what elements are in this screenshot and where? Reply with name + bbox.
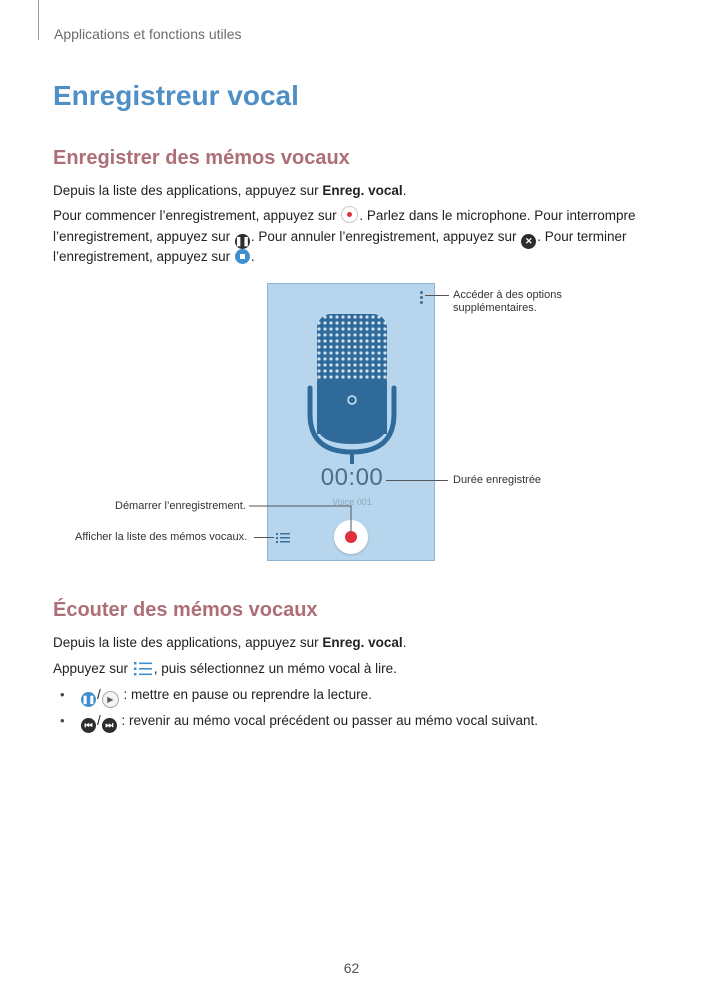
next-icon: ⏭	[102, 718, 117, 733]
text: . Parlez dans le microphone. Pour interrompre	[359, 208, 636, 223]
running-header: Applications et fonctions utiles	[54, 26, 242, 42]
app-name: Enreg. vocal	[322, 635, 403, 650]
bullet-dot: •	[60, 687, 65, 702]
text: l’enregistrement, appuyez sur	[53, 249, 234, 264]
paragraph-open-app-2	[53, 632, 406, 653]
cancel-icon: ✕	[521, 234, 536, 249]
list-icon	[133, 661, 153, 677]
callout-line	[254, 537, 274, 538]
section-heading-record: Enregistrer des mémos vocaux	[53, 147, 350, 169]
bullet-prev-next	[80, 710, 538, 733]
margin-rule	[38, 0, 39, 40]
separator: /	[97, 687, 101, 702]
paragraph-record-line1	[53, 205, 636, 226]
bullet-dot: •	[60, 713, 65, 728]
recording-name: Voice 001	[332, 497, 372, 507]
play-icon: ▶	[102, 691, 119, 708]
text: : revenir au mémo vocal précédent ou passer au mémo vocal suivant.	[117, 713, 538, 728]
text: : mettre en pause ou reprendre la lecture.	[119, 687, 372, 702]
app-name: Enreg. vocal	[322, 183, 403, 198]
page-title: Enregistreur vocal	[53, 80, 299, 111]
text: Appuyez sur	[53, 661, 132, 676]
text: Depuis la liste des applications, appuyez sur	[53, 183, 323, 198]
text: .	[402, 183, 407, 198]
text: .	[250, 249, 255, 264]
callout-duration: Durée enregistrée	[453, 474, 542, 486]
text: Depuis la liste des applications, appuyez sur	[53, 635, 323, 650]
separator: /	[97, 713, 101, 728]
previous-icon: ⏮	[81, 718, 96, 733]
record-icon	[341, 206, 358, 223]
pause-icon: ❚❚	[81, 692, 96, 707]
callout-line	[386, 480, 448, 481]
bullet-play-pause	[80, 684, 372, 708]
paragraph-open-app	[53, 180, 406, 201]
paragraph-select-memo	[53, 658, 397, 679]
text: , puis sélectionnez un mémo vocal à lire.	[153, 661, 397, 676]
stop-icon	[235, 249, 250, 264]
section-heading-listen: Écouter des mémos vocaux	[53, 599, 318, 621]
text: . Pour terminer	[537, 229, 627, 244]
pause-icon: ❚❚	[235, 234, 250, 249]
callout-more-options: Accéder à des options supplémentaires.	[453, 289, 562, 314]
callout-start: Démarrer l’enregistrement.	[115, 500, 246, 512]
elapsed-time: 00:00	[320, 464, 384, 491]
callout-line	[425, 295, 449, 296]
paragraph-record-line3	[53, 246, 255, 267]
page-number: 62	[343, 960, 360, 976]
text: . Pour annuler l’enregistrement, appuyez sur	[250, 229, 521, 244]
microphone-icon	[268, 284, 435, 464]
text: Pour commencer l’enregistrement, appuyez sur	[53, 208, 341, 223]
text: l’enregistrement, appuyez sur	[53, 229, 234, 244]
callout-line-start	[249, 505, 354, 535]
text: .	[402, 635, 407, 650]
callout-list: Afficher la liste des mémos vocaux.	[75, 531, 248, 543]
